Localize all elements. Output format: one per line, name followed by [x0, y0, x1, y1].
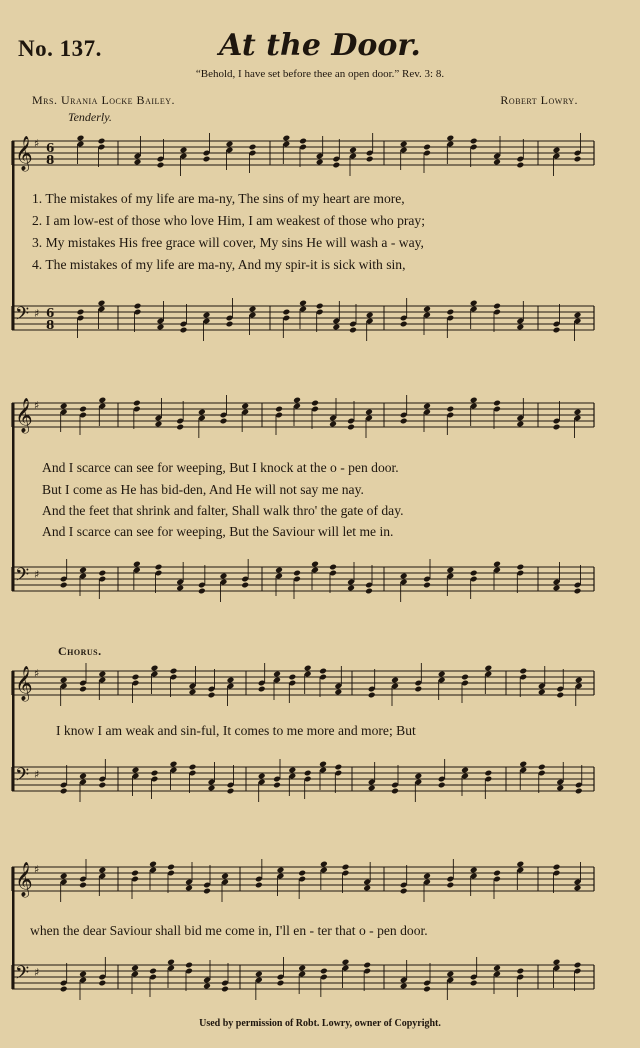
verse-line: 4. The mistakes of my life are ma-ny, And my spir-it is sick with sin, [32, 257, 406, 272]
note-head [553, 424, 561, 431]
note-head [282, 135, 290, 142]
note-head [493, 400, 501, 407]
note-head [77, 135, 85, 142]
note-head [298, 870, 306, 877]
note-head [319, 761, 327, 768]
note-head [132, 767, 140, 774]
note-head [575, 788, 583, 795]
chorus-label: Chorus. [58, 644, 102, 658]
note-head [574, 156, 582, 163]
verse-line: And the feet that shrink and falter, Shall walk thro' the gate of day. [42, 503, 404, 518]
note-head [151, 665, 159, 672]
note-head [255, 882, 263, 889]
key-sharp-icon: ♯ [34, 399, 40, 412]
note-head [332, 162, 340, 169]
verse-line: 3. My mistakes His free grace will cover, My sins He will wash a - way, [32, 235, 424, 250]
note-head [208, 692, 216, 699]
note-head [493, 965, 501, 972]
note-head [203, 983, 211, 990]
note-head [220, 573, 228, 580]
note-head [60, 986, 68, 993]
note-head [277, 867, 285, 874]
note-head [288, 767, 296, 774]
note-head [288, 674, 296, 681]
note-head [293, 570, 301, 577]
note-head [176, 585, 184, 592]
note-head [304, 665, 312, 672]
tempo-marking: Tenderly. [68, 110, 112, 124]
note-head [493, 303, 501, 310]
note-head [299, 300, 307, 307]
bass-clef-icon: 𝄢 [15, 304, 30, 329]
note-head [438, 782, 446, 789]
note-head [320, 861, 328, 868]
note-head [391, 677, 399, 684]
note-head [134, 159, 142, 166]
note-head [316, 159, 324, 166]
note-head [575, 677, 583, 684]
note-head [461, 767, 469, 774]
note-head [493, 159, 501, 166]
note-head [516, 162, 524, 169]
note-head [400, 888, 408, 895]
note-head [366, 156, 374, 163]
note-head [556, 692, 564, 699]
note-head [60, 582, 68, 589]
note-head [349, 147, 357, 154]
note-head [151, 770, 159, 777]
note-head [98, 300, 106, 307]
verse-line: 2. I am low-est of those who love Him, I am weakest of those who pray; [32, 213, 425, 228]
verse-line: But I come as He has bid-den, And He will not say me nay. [42, 482, 364, 497]
note-head [516, 968, 524, 975]
note-head [342, 959, 350, 966]
note-head [553, 959, 561, 966]
note-head [98, 867, 106, 874]
note-head [258, 773, 266, 780]
verse-line: And I scarce can see for weeping, But the Saviour will let me in. [42, 524, 394, 539]
note-head [189, 764, 197, 771]
note-head [155, 564, 163, 571]
note-head [493, 561, 501, 568]
note-head [556, 785, 564, 792]
note-head [423, 144, 431, 151]
note-head [167, 864, 175, 871]
note-head [131, 965, 139, 972]
note-head [134, 303, 142, 310]
note-head [423, 873, 431, 880]
note-head [60, 403, 68, 410]
note-head [319, 668, 327, 675]
note-head [519, 668, 527, 675]
note-head [149, 968, 157, 975]
note-head [298, 965, 306, 972]
note-head [132, 674, 140, 681]
note-head [493, 870, 501, 877]
note-head [470, 867, 478, 874]
verse-line: And I scarce can see for weeping, But I knock at the o - pen door. [42, 460, 399, 475]
time-signature-bottom: 8 [46, 318, 55, 332]
bass-clef-icon: 𝄢 [15, 565, 30, 590]
key-sharp-icon: ♯ [34, 667, 40, 680]
note-head [198, 588, 206, 595]
note-head [470, 397, 478, 404]
note-head [574, 312, 582, 319]
note-head [227, 788, 235, 795]
note-head [446, 135, 454, 142]
note-head [414, 686, 422, 693]
note-head [516, 564, 524, 571]
note-head [98, 671, 106, 678]
bass-clef-icon: 𝄢 [15, 765, 30, 790]
treble-clef-icon: 𝄞 [15, 666, 33, 701]
note-head [574, 885, 582, 892]
note-head [391, 788, 399, 795]
note-head [423, 986, 431, 993]
note-head [516, 861, 524, 868]
note-head [400, 573, 408, 580]
time-signature-top: 6 [46, 306, 55, 320]
note-head [79, 971, 87, 978]
note-head [538, 764, 546, 771]
note-head [79, 686, 87, 693]
note-head [446, 406, 454, 413]
note-head [470, 138, 478, 145]
note-head [553, 585, 561, 592]
note-head [98, 782, 106, 789]
note-head [221, 986, 229, 993]
note-head [226, 321, 234, 328]
note-head [446, 567, 454, 574]
key-sharp-icon: ♯ [34, 568, 40, 581]
note-head [553, 147, 561, 154]
note-head [208, 785, 216, 792]
note-head [423, 582, 431, 589]
note-head [332, 324, 340, 331]
note-head [176, 424, 184, 431]
note-head [79, 406, 87, 413]
note-head [180, 327, 188, 334]
note-head [180, 147, 188, 154]
note-head [249, 306, 257, 313]
note-head [133, 400, 141, 407]
note-head [149, 861, 157, 868]
note-head [349, 327, 357, 334]
chorus-lyric: when the dear Saviour shall bid me come in, I'll en - ter that o - pen door. [30, 923, 428, 938]
note-head [79, 773, 87, 780]
note-head [347, 424, 355, 431]
note-head [363, 885, 371, 892]
note-head [227, 677, 235, 684]
note-head [304, 770, 312, 777]
lyricist-credit: Mrs. Urania Locke Bailey. [32, 93, 176, 107]
note-head [258, 686, 266, 693]
note-head [98, 570, 106, 577]
note-head [98, 397, 106, 404]
note-head [60, 677, 68, 684]
note-head [277, 980, 285, 987]
note-head [553, 327, 561, 334]
scripture-reference: “Behold, I have set before thee an open door.” Rev. 3: 8. [195, 68, 445, 80]
note-head [342, 864, 350, 871]
note-head [241, 403, 249, 410]
note-head [157, 324, 165, 331]
note-head [98, 138, 106, 145]
note-head [574, 409, 582, 416]
note-head [155, 421, 163, 428]
note-head [368, 785, 376, 792]
key-sharp-icon: ♯ [34, 137, 40, 150]
hymn-number: No. 137. [18, 36, 102, 61]
note-head [400, 321, 408, 328]
note-head [470, 300, 478, 307]
note-head [320, 968, 328, 975]
note-head [241, 582, 249, 589]
note-head [133, 561, 141, 568]
note-head [329, 421, 337, 428]
note-head [365, 409, 373, 416]
note-head [198, 409, 206, 416]
treble-clef-icon: 𝄞 [15, 862, 33, 897]
note-head [275, 567, 283, 574]
note-head [316, 303, 324, 310]
composer-credit: Robert Lowry. [500, 93, 578, 107]
note-head [185, 885, 193, 892]
note-head [282, 309, 290, 316]
note-head [470, 570, 478, 577]
note-head [311, 561, 319, 568]
note-head [400, 141, 408, 148]
note-head [98, 980, 106, 987]
note-head [363, 962, 371, 969]
note-head [275, 406, 283, 413]
note-head [273, 671, 281, 678]
note-head [368, 692, 376, 699]
note-head [446, 309, 454, 316]
key-sharp-icon: ♯ [34, 768, 40, 781]
note-head [423, 306, 431, 313]
key-sharp-icon: ♯ [34, 966, 40, 979]
note-head [365, 588, 373, 595]
note-head [400, 418, 408, 425]
note-head [185, 962, 193, 969]
chorus-lyric: I know I am weak and sin-ful, It comes to me more and more; But [56, 723, 416, 738]
note-head [226, 141, 234, 148]
treble-clef-icon: 𝄞 [15, 398, 33, 433]
note-head [221, 873, 229, 880]
time-signature-bottom: 8 [46, 153, 55, 167]
note-head [60, 873, 68, 880]
note-head [311, 400, 319, 407]
note-head [293, 397, 301, 404]
note-head [366, 312, 374, 319]
note-head [484, 665, 492, 672]
note-head [334, 764, 342, 771]
note-head [170, 761, 178, 768]
note-head [438, 671, 446, 678]
note-head [157, 162, 165, 169]
note-head [553, 864, 561, 871]
note-head [414, 773, 422, 780]
note-head [519, 761, 527, 768]
note-head [461, 674, 469, 681]
note-head [203, 156, 211, 163]
note-head [299, 138, 307, 145]
note-head [203, 888, 211, 895]
key-sharp-icon: ♯ [34, 863, 40, 876]
note-head [329, 564, 337, 571]
note-head [170, 668, 178, 675]
note-head [79, 567, 87, 574]
note-head [189, 689, 197, 696]
note-head [516, 324, 524, 331]
note-head [220, 418, 228, 425]
note-head [516, 421, 524, 428]
note-head [167, 959, 175, 966]
treble-clef-icon: 𝄞 [15, 136, 33, 171]
note-head [446, 971, 454, 978]
note-head [347, 585, 355, 592]
note-head [574, 588, 582, 595]
note-head [60, 788, 68, 795]
note-head [446, 882, 454, 889]
verse-line: 1. The mistakes of my life are ma-ny, The sins of my heart are more, [32, 191, 405, 206]
note-head [255, 971, 263, 978]
note-head [273, 782, 281, 789]
note-head [470, 980, 478, 987]
note-head [400, 983, 408, 990]
note-head [334, 689, 342, 696]
note-head [77, 309, 85, 316]
note-head [203, 312, 211, 319]
note-head [249, 144, 257, 151]
key-sharp-icon: ♯ [34, 307, 40, 320]
time-signature-top: 6 [46, 141, 55, 155]
note-head [423, 403, 431, 410]
note-head [538, 689, 546, 696]
hymn-title: At the Door. [219, 28, 421, 63]
note-head [574, 962, 582, 969]
copyright-footer: Used by permission of Robt. Lowry, owner of Copyright. [199, 1018, 441, 1029]
note-head [79, 882, 87, 889]
note-head [484, 770, 492, 777]
note-head [131, 870, 139, 877]
bass-clef-icon: 𝄢 [15, 963, 30, 988]
